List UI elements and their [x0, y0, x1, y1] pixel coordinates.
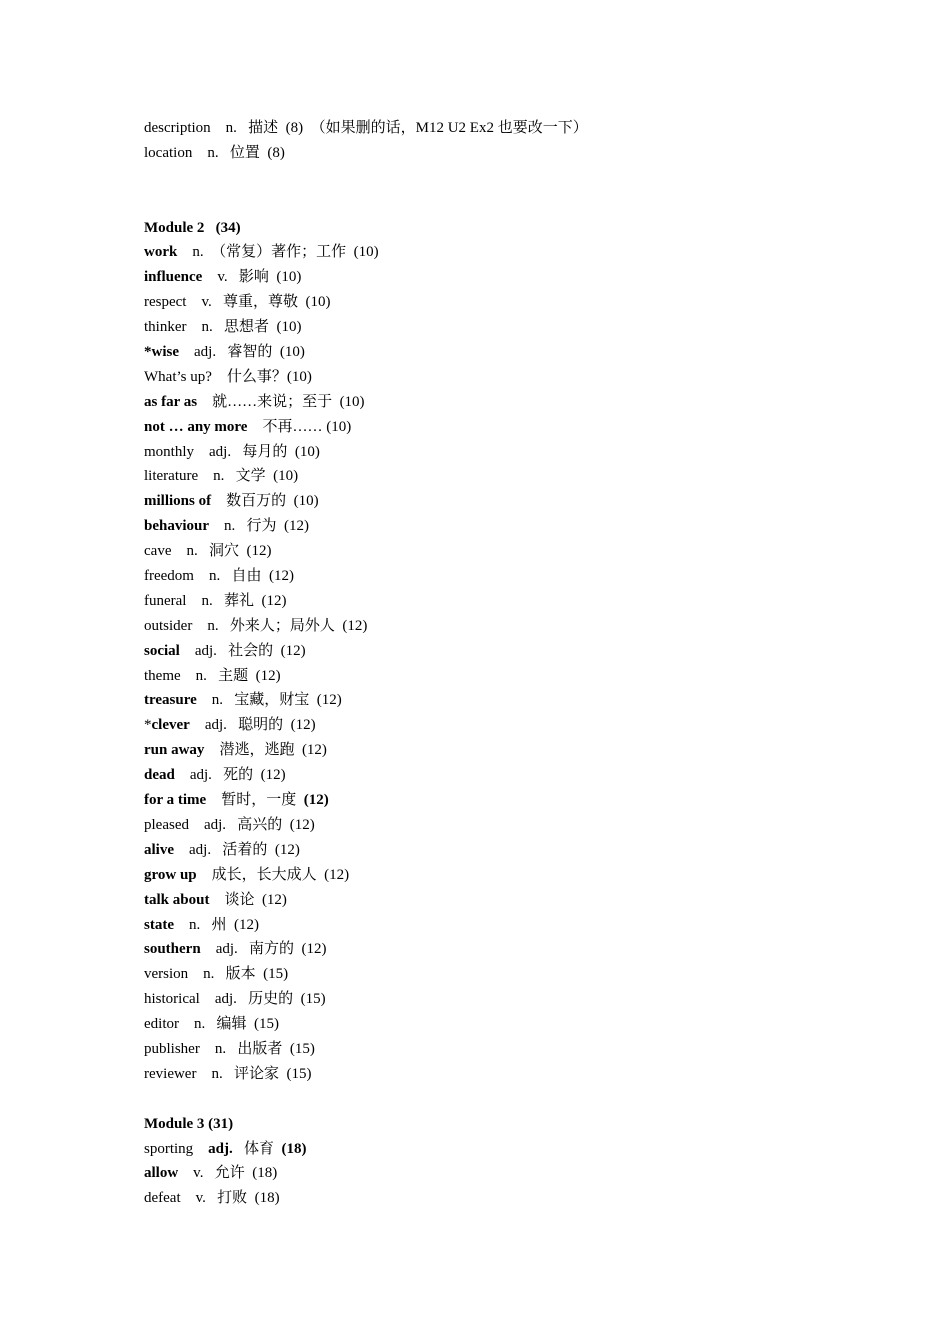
bold-text: (12) [303, 792, 329, 809]
vocab-entry [144, 863, 904, 888]
bold-text: Module 3 (31) [144, 1115, 234, 1132]
vocab-entry [144, 888, 904, 913]
vocab-entry [144, 415, 904, 440]
entry-text: n. 州 (12) [174, 916, 259, 933]
bold-text: state [144, 916, 174, 933]
vocab-entry [144, 290, 904, 315]
bold-text: behaviour [144, 518, 210, 535]
entry-text: editor n. 编辑 (15) [144, 1016, 279, 1033]
vocab-entry [144, 664, 904, 689]
bold-text: not … any more [144, 418, 248, 435]
bold-text: allow [144, 1165, 179, 1182]
entry-text: theme n. 主题 (12) [144, 667, 281, 684]
entry-text: sporting [144, 1140, 209, 1157]
vocab-entry [144, 1037, 904, 1062]
bold-text: dead [144, 767, 175, 784]
bold-text: grow up [144, 866, 197, 883]
vocab-entry [144, 937, 904, 962]
entry-text: v. 允许 (18) [178, 1165, 278, 1182]
vocab-entry [144, 1186, 904, 1211]
entry-text: version n. 版本 (15) [144, 966, 289, 983]
entry-text: description n. 描述 (8) （如果删的话，M12 U2 Ex2 也要改一下） [144, 120, 588, 136]
entry-text: outsider n. 外来人；局外人 (12) [144, 617, 368, 634]
entry-text: n. 行为 (12) [209, 518, 310, 535]
module-heading [144, 1112, 904, 1137]
entry-text: 暂时，一度 [206, 792, 304, 809]
entry-text: 体育 [232, 1140, 282, 1157]
vocab-entry [144, 713, 904, 738]
vocab-entry [144, 1161, 904, 1186]
entry-text: 潜逃，逃跑 (12) [204, 742, 327, 759]
blank-line [144, 166, 904, 191]
vocab-entry [144, 962, 904, 987]
entry-text: v. 影响 (10) [202, 269, 302, 286]
vocab-entry [144, 913, 904, 938]
vocab-entry [144, 390, 904, 415]
vocab-entry [144, 514, 904, 539]
vocab-entry [144, 116, 904, 141]
entry-text: 就……来说；至于 (10) [197, 393, 365, 410]
entry-text: publisher n. 出版者 (15) [144, 1040, 315, 1057]
vocab-entry [144, 987, 904, 1012]
vocab-entry [144, 489, 904, 514]
bold-text: adj. [208, 1140, 233, 1157]
entry-text: reviewer n. 评论家 (15) [144, 1065, 312, 1082]
entry-text: location n. 位置 (8) [144, 144, 285, 161]
vocab-entry [144, 813, 904, 838]
vocab-entry [144, 440, 904, 465]
bold-text: clever [151, 717, 190, 734]
bold-text: influence [144, 269, 203, 286]
bold-text: millions of [144, 493, 212, 510]
vocab-entry [144, 589, 904, 614]
bold-text: talk about [144, 891, 210, 908]
entry-text: adj. 活着的 (12) [174, 841, 300, 858]
vocab-entry [144, 564, 904, 589]
entry-text: defeat v. 打败 (18) [144, 1190, 280, 1207]
bold-text: *wise [144, 344, 179, 361]
entry-text: adj. 社会的 (12) [179, 642, 306, 659]
entry-text: adj. 南方的 (12) [200, 941, 327, 958]
entry-text: 谈论 (12) [209, 891, 287, 908]
vocab-entry [144, 315, 904, 340]
vocab-entry [144, 688, 904, 713]
entry-text: adj. 睿智的 (10) [179, 344, 305, 361]
blank-line [144, 1087, 904, 1112]
vocab-entry [144, 838, 904, 863]
vocab-entry [144, 464, 904, 489]
entry-text: freedom n. 自由 (12) [144, 568, 294, 585]
entry-text: 成长，长大成人 (12) [196, 866, 350, 883]
entry-text: 数百万的 (10) [211, 493, 319, 510]
vocab-entry [144, 141, 904, 166]
bold-text: for a time [144, 792, 207, 809]
vocab-entry [144, 1137, 904, 1162]
vocab-entry [144, 365, 904, 390]
vocab-entry [144, 639, 904, 664]
vocabulary-list [144, 116, 904, 1211]
entry-text: What’s up? 什么事？(10) [144, 368, 312, 385]
vocab-entry [144, 340, 904, 365]
bold-text: run away [144, 742, 205, 759]
bold-text: social [144, 642, 180, 659]
bold-text: treasure [144, 692, 197, 709]
vocab-entry [144, 788, 904, 813]
entry-text: cave n. 洞穴 (12) [144, 543, 272, 560]
bold-text: alive [144, 841, 174, 858]
bold-text: Module 2 (34) [144, 219, 241, 236]
vocab-entry [144, 265, 904, 290]
entry-text: adj. 聪明的 (12) [189, 717, 316, 734]
vocab-entry [144, 614, 904, 639]
entry-text: funeral n. 葬礼 (12) [144, 592, 287, 609]
entry-text: n. （常复）著作；工作 (10) [177, 244, 379, 261]
blank-line [144, 191, 904, 216]
module-heading [144, 216, 904, 241]
bold-text: southern [144, 941, 201, 958]
entry-text: literature n. 文学 (10) [144, 468, 299, 485]
entry-text: monthly adj. 每月的 (10) [144, 443, 320, 460]
entry-text: * [144, 717, 152, 734]
entry-text: historical adj. 历史的 (15) [144, 991, 326, 1008]
vocab-entry [144, 1012, 904, 1037]
bold-text: work [144, 244, 178, 261]
entry-text: respect v. 尊重，尊敬 (10) [144, 294, 331, 311]
entry-text: pleased adj. 高兴的 (12) [144, 816, 315, 833]
entry-text: n. 宝藏，财宝 (12) [196, 692, 342, 709]
entry-text: thinker n. 思想者 (10) [144, 319, 302, 336]
bold-text: (18) [281, 1140, 307, 1157]
entry-text: adj. 死的 (12) [174, 767, 286, 784]
entry-text: 不再…… (10) [247, 418, 352, 435]
vocab-entry [144, 763, 904, 788]
vocab-entry [144, 240, 904, 265]
vocab-entry [144, 539, 904, 564]
bold-text: as far as [144, 393, 198, 410]
vocab-entry [144, 738, 904, 763]
vocab-entry [144, 1062, 904, 1087]
